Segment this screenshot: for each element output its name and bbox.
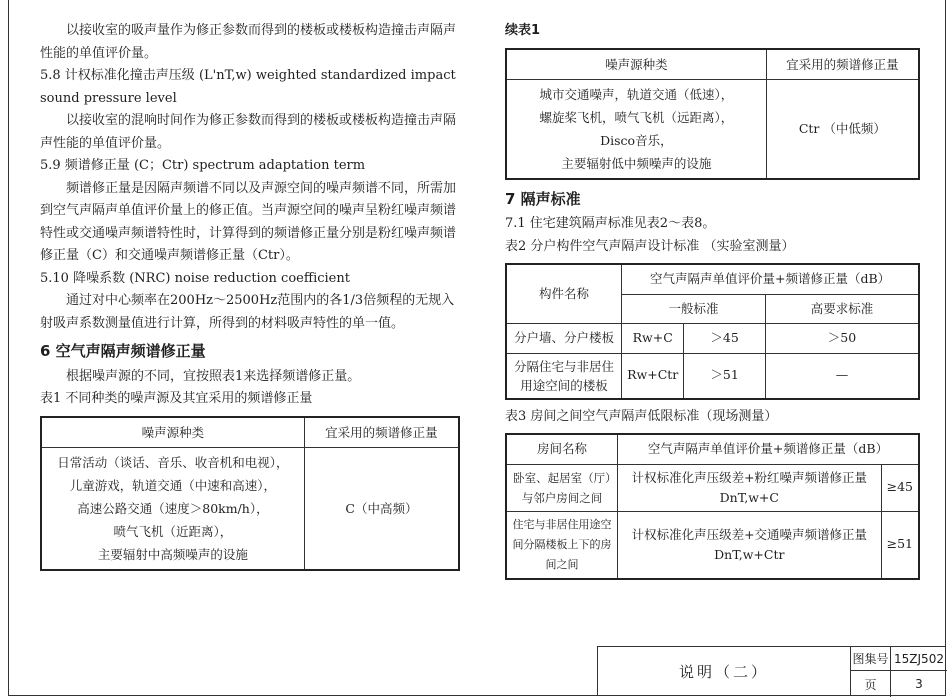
- table-1: [40, 416, 460, 571]
- table-cell: 住宅与非居住用途空间分隔楼板上下的房间之间: [506, 511, 618, 579]
- table-cell: ＞45: [684, 324, 766, 354]
- table-cell: ＞50: [765, 324, 919, 354]
- definition-term: 5.10 降噪系数 (NRC) noise reduction coefficient: [40, 270, 350, 286]
- table-cell: Ctr （中低频）: [766, 79, 919, 179]
- paragraph: 以接收室的吸声量作为修正参数而得到的楼板或楼板构造撞击声隔声性能的单值评价量。: [40, 23, 457, 61]
- metric-text: 计权标准化声压级差+粉红噪声频谱修正量: [631, 469, 868, 485]
- list-item: 主要辐射低中频噪声的设施: [561, 155, 712, 171]
- table-cell: ＞51: [684, 353, 766, 399]
- right-column: [505, 20, 920, 580]
- list-item: 日常活动（谈话、音乐、收音机和电视），: [57, 454, 289, 470]
- definition-body: 频谱修正量是因隔声频谱不同以及声源空间的噪声频谱不同，所需加到空气声隔声单值评价量上的修正值。当声源空间的噪声呈粉红噪声频谱特性或交通噪声频谱特性时，计算得到的频谱修正量分别是粉红噪声频谱修正量（C）和交通噪声频谱修正量（Ctr）。: [40, 180, 457, 263]
- list-item: Disco音乐，: [600, 132, 673, 148]
- page-label: 页: [851, 671, 891, 697]
- list-item: 喷气飞机（近距离），: [113, 523, 233, 539]
- title-block: [597, 646, 946, 696]
- definition-body: 通过对中心频率在200Hz～2500Hz范围内的各1/3倍频程的无规入射吸声系数测量值进行计算，所得到的材料吸声特性的单一值。: [40, 293, 455, 331]
- section-heading: 6 空气声隔声频谱修正量: [40, 342, 206, 360]
- table-header: 一般标准: [622, 294, 766, 324]
- table-cell: 分隔住宅与非居住用途空间的楼板: [506, 353, 622, 399]
- table-cell: [618, 511, 882, 579]
- table-3: [505, 433, 920, 580]
- metric-symbol: DnT,w+Ctr: [714, 546, 785, 562]
- atlas-number: 15ZJ502: [891, 647, 947, 671]
- table-cell: —: [765, 353, 919, 399]
- table-caption: 表3 房间之间空气声隔声低限标准（现场测量）: [505, 408, 778, 424]
- left-column: [40, 20, 460, 571]
- table-2: [505, 263, 920, 400]
- table-cell: [506, 79, 766, 179]
- list-item: 城市交通噪声，轨道交通（低速），: [539, 86, 734, 102]
- table-cell: 卧室、起居室（厅）与邻户房间之间: [506, 464, 618, 511]
- metric-text: 计权标准化声压级差+交通噪声频谱修正量: [631, 526, 868, 542]
- table-header: 空气声隔声单值评价量+频谱修正量（dB）: [618, 434, 920, 464]
- table-caption: 表2 分户构件空气声隔声设计标准 （实验室测量）: [505, 238, 795, 254]
- table-cell: ≥51: [881, 511, 919, 579]
- table-header: 噪声源种类: [506, 49, 766, 80]
- table-cell: [618, 464, 882, 511]
- definition-term: 5.8 计权标准化撞击声压级 (L'nT,w) weighted standardized impact sound pressure level: [40, 68, 456, 106]
- table-header: 空气声隔声单值评价量+频谱修正量（dB）: [622, 264, 919, 294]
- metric-symbol: DnT,w+C: [719, 489, 779, 505]
- table-header: 宜采用的频谱修正量: [304, 417, 459, 448]
- table-cell: Rw+C: [622, 324, 684, 354]
- drawing-title: 说明（二）: [598, 647, 851, 696]
- atlas-label: 图集号: [851, 647, 891, 671]
- list-item: 螺旋桨飞机，喷气飞机（远距离），: [539, 109, 734, 125]
- table-caption: 表1 不同种类的噪声源及其宜采用的频谱修正量: [40, 391, 313, 406]
- definition-term: 5.9 频谱修正量 (C；Ctr) spectrum adaptation term: [40, 158, 366, 173]
- paragraph: 7.1 住宅建筑隔声标准见表2～表8。: [505, 216, 716, 231]
- table-header: 房间名称: [506, 434, 618, 464]
- table-header: 高要求标准: [765, 294, 919, 324]
- table-caption: 续表1: [505, 23, 541, 38]
- list-item: 主要辐射中高频噪声的设施: [97, 546, 248, 562]
- table-cell: 分户墙、分户楼板: [506, 324, 622, 354]
- section-heading: 7 隔声标准: [505, 189, 581, 208]
- table-cell: ≥45: [881, 464, 919, 511]
- paragraph: 根据噪声源的不同，宜按照表1来选择频谱修正量。: [66, 368, 361, 384]
- table-header: 宜采用的频谱修正量: [766, 49, 919, 80]
- table-header: 构件名称: [506, 264, 622, 324]
- definition-body: 以接收室的混响时间作为修正参数而得到的楼板或楼板构造撞击声隔声性能的单值评价量。: [40, 113, 457, 151]
- list-item: 儿童游戏，轨道交通（中速和高速），: [69, 477, 277, 493]
- list-item: 高速公路交通（速度＞80km/h），: [77, 500, 269, 516]
- table-cell: Rw+Ctr: [622, 353, 684, 399]
- page-number: 3: [915, 677, 923, 691]
- table-cell: C（中高频）: [304, 447, 459, 570]
- table-1-continued: [505, 48, 920, 180]
- table-header: 噪声源种类: [41, 417, 304, 448]
- table-cell: [41, 447, 304, 570]
